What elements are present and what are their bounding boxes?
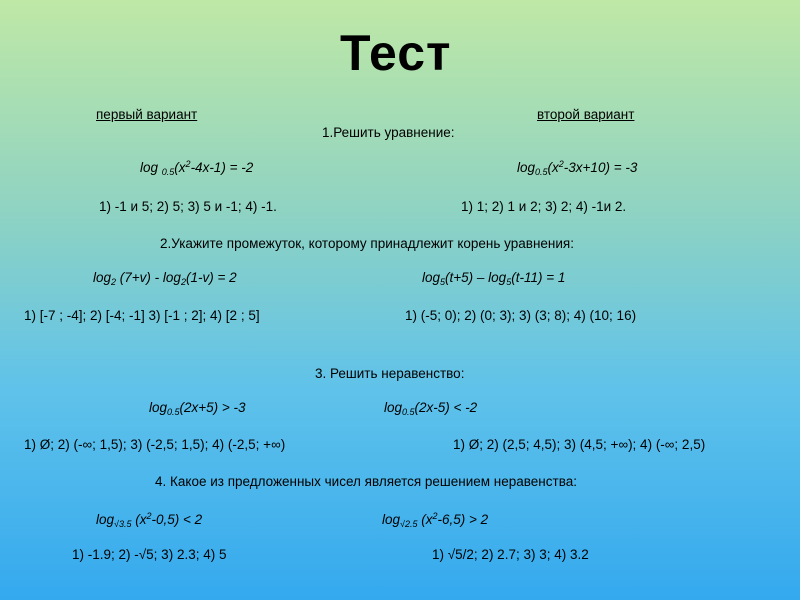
eq-part: (t+5) – log	[445, 270, 507, 285]
log-base: 0.5	[161, 167, 175, 177]
eq-part: (t-11) = 1	[511, 270, 566, 285]
exponent: 2	[432, 511, 438, 521]
log-fn: log	[140, 160, 162, 175]
eq-part: (2x+5) > -3	[179, 400, 246, 415]
q3-heading: 3. Решить неравенство:	[315, 366, 465, 381]
variant-2-label: второй вариант	[537, 107, 635, 122]
log-base: √3.5	[114, 519, 132, 529]
eq-part: (1-v) = 2	[185, 270, 237, 285]
eq-part: (x	[174, 160, 186, 175]
q1-answers-1: 1) -1 и 5; 2) 5; 3) 5 и -1; 4) -1.	[99, 199, 277, 214]
q3-inequality-1	[149, 400, 246, 417]
log-base: 0.5	[402, 407, 415, 417]
eq-part: (x	[417, 512, 433, 527]
q1-equation-1	[140, 159, 253, 177]
exponent: 2	[146, 511, 152, 521]
log-base: 0.5	[167, 407, 180, 417]
eq-part: -6,5) > 2	[437, 512, 489, 527]
q4-inequality-1	[96, 511, 202, 529]
variant-1-label: первый вариант	[96, 107, 198, 122]
log-base: 2	[111, 277, 117, 287]
log-fn: log	[96, 512, 115, 527]
page-title: Тест	[340, 25, 452, 81]
eq-part: (2x-5) < -2	[414, 400, 478, 415]
log-base: 2	[180, 277, 186, 287]
log-base: 0.5	[535, 167, 548, 177]
exponent: 2	[558, 159, 564, 169]
q4-answers-2: 1) √5/2; 2) 2.7; 3) 3; 4) 3.2	[432, 547, 589, 562]
q2-answers-1: 1) [-7 ; -4]; 2) [-4; -1] 3) [-1 ; 2]; 4) [2 ; 5]	[24, 308, 260, 323]
q2-answers-2: 1) (-5; 0); 2) (0; 3); 3) (3; 8); 4) (10; 16)	[405, 308, 637, 323]
q4-heading: 4. Какое из предложенных чисел является решением неравенства:	[155, 474, 577, 489]
q3-answers-2: 1) Ø; 2) (2,5; 4,5); 3) (4,5; +∞); 4) (-∞; 2,5)	[453, 437, 706, 452]
eq-part: -3x+10) = -3	[563, 160, 638, 175]
eq-part: (x	[547, 160, 559, 175]
log-base: 5	[440, 277, 446, 287]
eq-part: -0,5) < 2	[151, 512, 203, 527]
log-fn: log	[517, 160, 536, 175]
exponent: 2	[185, 159, 191, 169]
q1-answers-2: 1) 1; 2) 1 и 2; 3) 2; 4) -1и 2.	[461, 199, 627, 214]
q3-answers-1: 1) Ø; 2) (-∞; 1,5); 3) (-2,5; 1,5); 4) (-2,5; +∞)	[24, 437, 286, 452]
log-fn: log	[422, 270, 441, 285]
q2-equation-1	[93, 270, 237, 287]
log-fn: log	[384, 400, 403, 415]
log-fn: log	[382, 512, 401, 527]
log-base: √2.5	[400, 519, 418, 529]
q3-inequality-2	[384, 400, 477, 417]
q2-heading: 2.Укажите промежуток, которому принадлежит корень уравнения:	[160, 236, 574, 251]
q2-equation-2	[422, 270, 565, 287]
q1-equation-2	[517, 159, 637, 177]
q4-answers-1: 1) -1.9; 2) -√5; 3) 2.3; 4) 5	[72, 547, 227, 562]
eq-part: (x	[131, 512, 147, 527]
log-base: 5	[506, 277, 512, 287]
q1-heading: 1.Решить уравнение:	[322, 125, 455, 140]
eq-part: (7+v) - log	[116, 270, 181, 285]
q4-inequality-2	[382, 511, 488, 529]
log-fn: log	[149, 400, 168, 415]
eq-part: -4x-1) = -2	[190, 160, 254, 175]
log-fn: log	[93, 270, 112, 285]
